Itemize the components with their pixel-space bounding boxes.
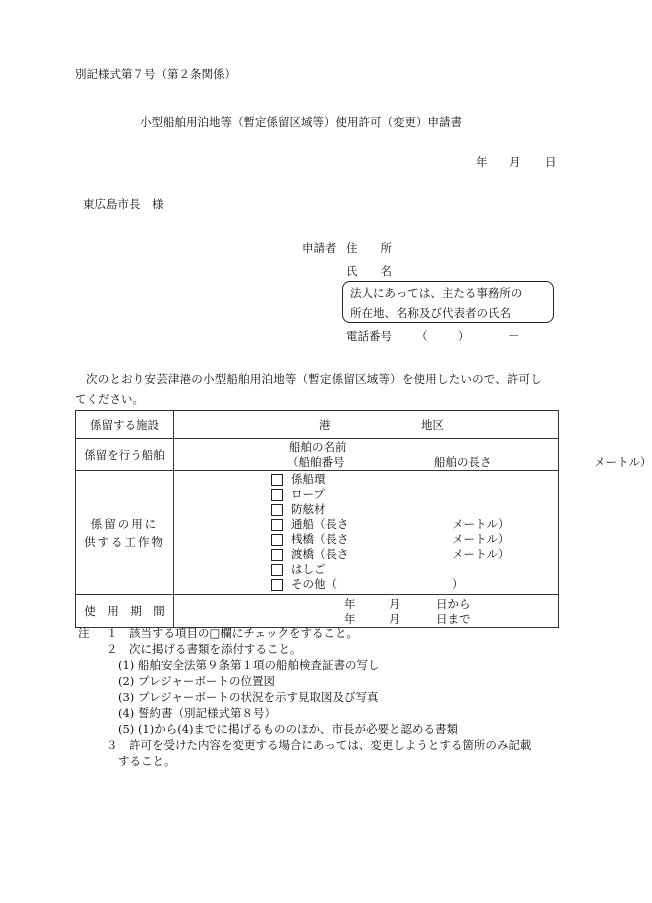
structure-item-label: 渡橋（長さ	[291, 547, 349, 561]
addressee: 東広島市長 様	[83, 197, 164, 211]
date-year: 年	[476, 155, 488, 169]
form-number: 別記様式第７号（第２条関係）	[75, 67, 236, 81]
structure-item	[174, 562, 558, 577]
corp-note-line1: 法人にあっては、主たる事務所の	[350, 286, 523, 300]
row-vessel	[76, 439, 559, 471]
checkbox[interactable]	[271, 564, 283, 576]
note-2-item-5: (5) (1)から(4)までに掲げるもののほか、市長が必要と認める書類	[118, 722, 459, 736]
address-label: 住 所	[346, 241, 392, 255]
facility-label: 係留する施設	[76, 411, 174, 439]
period-to-day: 日まで	[436, 612, 471, 626]
period-from-month: 月	[389, 597, 401, 611]
row-period	[76, 595, 559, 628]
facility-area: 地区	[421, 418, 444, 432]
note-2-item-4: (4) 誓約書（別記様式第８号）	[118, 706, 276, 720]
structure-item	[174, 502, 558, 517]
structure-item-label: 防舷材	[291, 502, 326, 516]
structure-item-label: はしご	[291, 562, 326, 576]
row-facility	[76, 411, 559, 439]
structure-item-suffix: メートル）	[452, 517, 510, 531]
date-month: 月	[509, 155, 521, 169]
structure-item-suffix: メートル）	[452, 547, 510, 561]
period-from-day: 日から	[436, 597, 471, 611]
structures-list	[174, 471, 559, 595]
structures-label: 係留の用に 供する工作物	[76, 471, 174, 595]
phone-dash: －	[508, 329, 520, 343]
period-to-month: 月	[389, 612, 401, 626]
note-2-item-3: (3) プレジャーボートの状況を示す見取図及び写真	[118, 690, 379, 704]
application-table	[75, 410, 652, 628]
facility-value[interactable]	[174, 411, 559, 439]
structure-item-suffix: メートル）	[452, 532, 510, 546]
period-to-year: 年	[344, 612, 356, 626]
checkbox[interactable]	[271, 549, 283, 561]
structure-item-label: 桟橋（長さ	[291, 532, 349, 546]
page-title: 小型船舶用泊地等（暫定係留区域等）使用許可（変更）申請書	[140, 115, 462, 129]
note-1: １ 該当する項目の□欄にチェックをすること。	[106, 626, 359, 640]
vessel-label: 係留を行う船舶	[76, 439, 174, 471]
phone-open-paren: （	[416, 329, 428, 343]
note-3-line2: すること。	[118, 754, 176, 768]
phone-label: 電話番号	[346, 329, 392, 343]
checkbox[interactable]	[271, 519, 283, 531]
structure-item-label: その他（	[291, 577, 337, 591]
note-2: ２ 次に掲げる書類を添付すること。	[106, 642, 302, 656]
structure-item-label: 係船環	[291, 472, 326, 486]
checkbox[interactable]	[271, 534, 283, 546]
intro-line1: 次のとおり安芸津港の小型船舶用泊地等（暫定係留区域等）を使用したいので、許可し	[86, 372, 543, 386]
checkbox[interactable]	[271, 474, 283, 486]
period-value[interactable]	[174, 595, 559, 628]
vessel-length-label: 船舶の長さ	[434, 455, 492, 469]
facility-port: 港	[319, 418, 331, 432]
intro-line2: てください。	[75, 392, 144, 406]
row-structures	[76, 471, 559, 595]
note-3-line1: ３ 許可を受けた内容を変更する場合にあっては、変更しようとする箇所のみ記載	[106, 738, 532, 752]
phone-close-paren: ）	[458, 329, 470, 343]
name-label: 氏 名	[346, 264, 392, 278]
vessel-name-label: 船舶の名前	[289, 440, 347, 454]
vessel-length-unit: メートル）	[594, 455, 652, 469]
structure-item	[174, 577, 558, 592]
structure-item-suffix: ）	[452, 577, 464, 591]
structure-item	[174, 532, 558, 547]
structure-item	[174, 487, 558, 502]
structure-item	[174, 547, 558, 562]
vessel-number-label: （船舶番号	[287, 455, 345, 469]
checkbox[interactable]	[271, 489, 283, 501]
note-2-item-2: (2) プレジャーボートの位置図	[118, 674, 275, 688]
period-from-year: 年	[344, 597, 356, 611]
corp-note-line2: 所在地、名称及び代表者の氏名	[350, 306, 511, 320]
date-day: 日	[545, 155, 557, 169]
structure-item	[174, 517, 558, 532]
structure-item	[174, 472, 558, 487]
period-label: 使 用 期 間	[76, 595, 174, 628]
structure-item-label: 通船（長さ	[291, 517, 349, 531]
checkbox[interactable]	[271, 504, 283, 516]
note-2-item-1: (1) 船舶安全法第９条第１項の船舶検査証書の写し	[118, 658, 380, 672]
applicant-label: 申請者	[302, 241, 337, 255]
vessel-value[interactable]	[174, 439, 652, 471]
notes-prefix: 注	[78, 626, 90, 640]
checkbox[interactable]	[271, 579, 283, 591]
structure-item-label: ロープ	[291, 487, 325, 501]
